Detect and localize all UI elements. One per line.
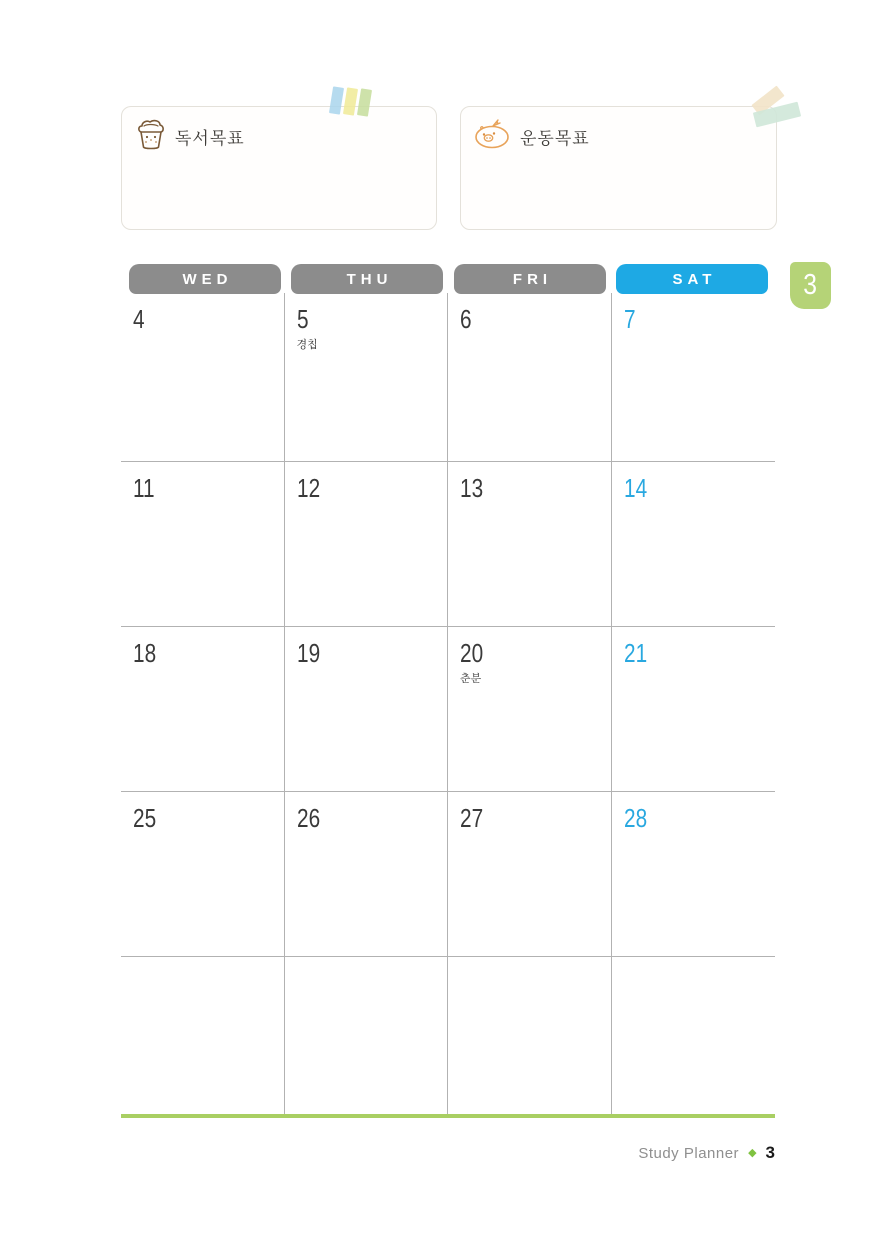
date-number: 4 — [133, 304, 145, 334]
exercise-goal-label: 운동목표 — [520, 129, 590, 148]
date-number: 5 — [296, 304, 309, 334]
calendar-cell-14[interactable] — [612, 461, 776, 626]
calendar-grid — [121, 293, 775, 1115]
calendar-cell-11[interactable] — [121, 461, 285, 626]
month-tab[interactable] — [790, 262, 831, 309]
calendar-cell-18[interactable] — [121, 626, 285, 791]
date-number: 14 — [623, 473, 647, 503]
date-number: 25 — [133, 803, 157, 833]
date-number: 6 — [460, 304, 472, 334]
calendar-cell-26[interactable] — [285, 791, 449, 956]
calendar-cell-20[interactable] — [448, 626, 612, 791]
date-number: 13 — [460, 473, 484, 503]
date-number: 21 — [623, 638, 647, 668]
date-number: 27 — [460, 803, 484, 833]
day-header-fri[interactable]: FRI — [454, 264, 606, 294]
calendar-cell-27[interactable] — [448, 791, 612, 956]
calendar-cell-13[interactable] — [448, 461, 612, 626]
footer-title: Study Planner — [638, 1144, 740, 1162]
date-number: 20 — [460, 638, 484, 668]
date-number: 12 — [296, 473, 320, 503]
footer-page-number: 3 — [765, 1143, 775, 1162]
date-number: 11 — [133, 473, 155, 503]
cupcake-icon — [134, 118, 168, 156]
date-number: 7 — [623, 304, 636, 334]
calendar-cell-19[interactable] — [285, 626, 449, 791]
calendar-cell-5[interactable] — [285, 293, 449, 461]
date-number: 26 — [296, 803, 320, 833]
calendar-cell-empty[interactable] — [612, 956, 776, 1115]
day-header-thu[interactable]: THU — [291, 264, 443, 294]
exercise-goal-box[interactable] — [460, 106, 777, 230]
date-number: 28 — [623, 803, 647, 833]
page-footer — [638, 1143, 775, 1163]
month-tab-label: 3 — [803, 269, 818, 301]
calendar-cell-7[interactable] — [612, 293, 776, 461]
day-header-sat[interactable]: SAT — [616, 264, 768, 294]
day-header-wed[interactable]: WED — [129, 264, 281, 294]
calendar-cell-21[interactable] — [612, 626, 776, 791]
date-number: 19 — [296, 638, 320, 668]
date-note: 춘분 — [460, 673, 482, 685]
calendar-cell-6[interactable] — [448, 293, 612, 461]
calendar-cell-12[interactable] — [285, 461, 449, 626]
calendar-cell-empty[interactable] — [121, 956, 285, 1115]
date-number: 18 — [133, 638, 157, 668]
date-note: 경칩 — [296, 339, 318, 351]
reading-goal-label: 독서목표 — [175, 129, 245, 148]
diamond-icon: ◆ — [748, 1146, 757, 1159]
accent-bottom-line — [121, 1114, 775, 1118]
calendar-cell-25[interactable] — [121, 791, 285, 956]
reading-goal-box[interactable] — [121, 106, 437, 230]
pig-icon — [473, 118, 513, 155]
calendar-cell-4[interactable] — [121, 293, 285, 461]
calendar-cell-empty[interactable] — [448, 956, 612, 1115]
calendar-cell-28[interactable] — [612, 791, 776, 956]
calendar-cell-empty[interactable] — [285, 956, 449, 1115]
